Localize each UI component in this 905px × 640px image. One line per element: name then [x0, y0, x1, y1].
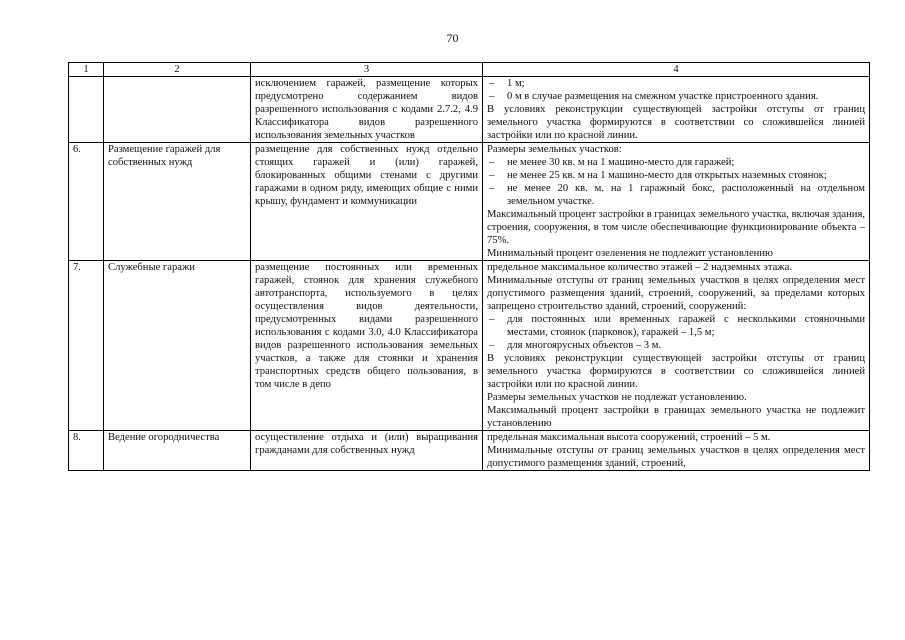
row-number: 7.	[69, 261, 104, 431]
table-row	[69, 143, 870, 261]
row-number	[69, 77, 104, 143]
dash-list	[487, 313, 865, 352]
use-description: осуществление отдыха и (или) выращивания гражданами для собственных нужд	[251, 431, 483, 471]
row-number: 8.	[69, 431, 104, 471]
table-row	[69, 77, 870, 143]
use-description: размещение для собственных нужд отдельно стоящих гаражей и (или) гаражей, блокированных общими стенами с другими гаражами в одном ряду, имеющих общие с ними крышу, фундамент и коммуникации	[251, 143, 483, 261]
paragraph: Минимальные отступы от границ земельных участков в целях определения мест допустимого размещения зданий, строений, сооружений, за пределами которых запрещено строительство зданий, строений, сооружений:	[487, 275, 865, 312]
use-description: размещение постоянных или временных гаражей, стоянок для хранения служебного автотранспорта, используемого в целях осуществления видов деятельности, предусмотренных видами разрешенного использования с кодами 3.0, 4.0 Классификатора видов разрешенного использования земельных участков, а также для стоянки и хранения транспортных средств общего пользования, в том числе в депо	[251, 261, 483, 431]
use-name: Служебные гаражи	[104, 261, 251, 431]
regulations-table	[68, 62, 870, 471]
page-number: 70	[446, 31, 459, 45]
dash-list	[487, 156, 865, 208]
paragraph: предельная максимальная высота сооружений, строений – 5 м.	[487, 432, 771, 443]
dash-list	[487, 77, 865, 103]
paragraph: предельное максимальное количество этажей – 2 надземных этажа.	[487, 262, 792, 273]
use-parameters	[483, 143, 870, 261]
paragraph: Минимальный процент озеленения не подлежит установлению	[487, 248, 773, 259]
row-number: 6.	[69, 143, 104, 261]
use-name: Ведение огородничества	[104, 431, 251, 471]
list-item: – не менее 30 кв. м на 1 машино-место для гаражей;	[487, 156, 865, 169]
column-header: 1	[69, 63, 104, 77]
list-item: – не менее 25 кв. м на 1 машино-место для открытых наземных стоянок;	[487, 169, 865, 182]
use-name: Размещение гаражей для собственных нужд	[104, 143, 251, 261]
use-parameters	[483, 261, 870, 431]
use-name	[104, 77, 251, 143]
list-item: – 0 м в случае размещения на смежном участке пристроенного здания.	[487, 90, 865, 103]
paragraph: Минимальные отступы от границ земельных участков в целях определения мест допустимого размещения зданий, строений,	[487, 445, 865, 469]
paragraph: Максимальный процент застройки в границах земельного участка, включая здания, строения, сооружения, в том числе обеспечивающие функционирование объекта – 75%.	[487, 209, 865, 246]
column-header: 3	[251, 63, 483, 77]
column-header: 4	[483, 63, 870, 77]
paragraph: Максимальный процент застройки в границах земельного участка не подлежит установлению	[487, 405, 865, 429]
list-item: – 1 м;	[487, 77, 865, 90]
paragraph: Размеры земельных участков:	[487, 144, 622, 155]
table-header-row	[69, 63, 870, 77]
paragraph: В условиях реконструкции существующей застройки отступы от границ земельного участка формируются в соответствии со сложившейся линией застройки или по красной линии.	[487, 104, 865, 141]
table-row	[69, 431, 870, 471]
list-item: – для постоянных или временных гаражей с несколькими стояночными местами, стоянок (парковок), гаражей – 1,5 м;	[487, 313, 865, 339]
list-item: – для многоярусных объектов – 3 м.	[487, 339, 865, 352]
table-row	[69, 261, 870, 431]
use-description: исключением гаражей, размещение которых предусмотрено содержанием видов разрешенного использования с кодами 2.7.2, 4.9 Классификатора видов разрешенного использования земельных участков	[251, 77, 483, 143]
paragraph: В условиях реконструкции существующей застройки отступы от границ земельного участка формируются в соответствии со сложившейся линией застройки или по красной линии.	[487, 353, 865, 390]
column-header: 2	[104, 63, 251, 77]
use-parameters	[483, 77, 870, 143]
paragraph: Размеры земельных участков не подлежат установлению.	[487, 392, 747, 403]
list-item: – не менее 20 кв. м. на 1 гаражный бокс, расположенный на отдельном земельном участке.	[487, 182, 865, 208]
use-parameters	[483, 431, 870, 471]
